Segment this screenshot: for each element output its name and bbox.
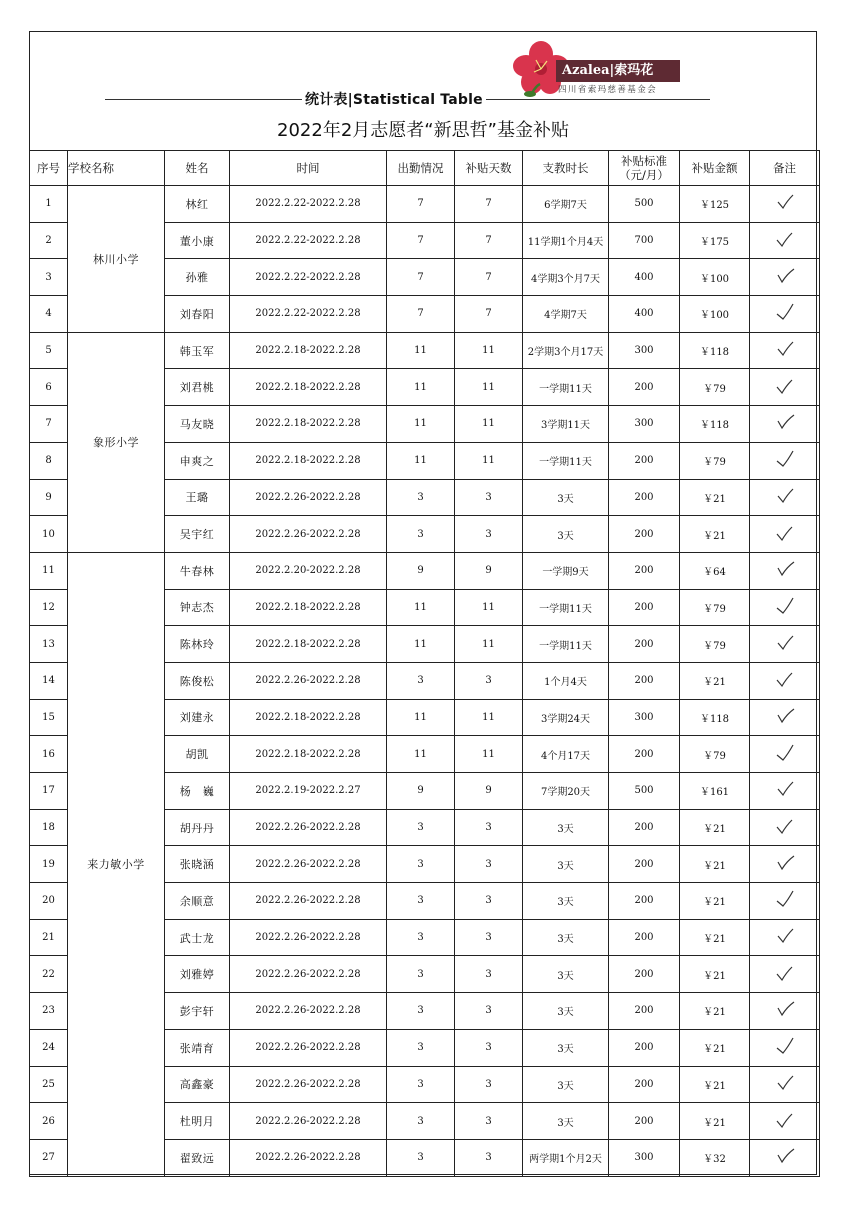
cell-time: 2022.2.26-2022.2.28 — [230, 883, 387, 920]
cell-days: 7 — [455, 222, 523, 259]
cell-name: 杜明月 — [165, 1103, 230, 1140]
cell-standard: 200 — [609, 552, 680, 589]
cell-amount: ￥100 — [680, 259, 750, 296]
cell-note — [750, 1139, 820, 1176]
cell-standard: 200 — [609, 662, 680, 699]
cell-days: 3 — [455, 883, 523, 920]
cell-name: 高鑫豪 — [165, 1066, 230, 1103]
cell-note — [750, 699, 820, 736]
cell-duration: 3天 — [523, 479, 609, 516]
cell-amount: ￥79 — [680, 626, 750, 663]
cell-attendance: 3 — [387, 1066, 455, 1103]
col-header-seq: 序号 — [30, 151, 68, 186]
cell-duration: 1个月4天 — [523, 662, 609, 699]
handwritten-check-icon — [775, 303, 795, 321]
cell-time: 2022.2.26-2022.2.28 — [230, 516, 387, 553]
cell-attendance: 3 — [387, 516, 455, 553]
cell-time: 2022.2.26-2022.2.28 — [230, 1029, 387, 1066]
cell-amount: ￥21 — [680, 993, 750, 1030]
col-header-attendance: 出勤情况 — [387, 151, 455, 186]
cell-attendance: 7 — [387, 296, 455, 333]
cell-attendance: 3 — [387, 809, 455, 846]
cell-attendance: 11 — [387, 369, 455, 406]
table-row — [30, 332, 820, 369]
brand-name: Azalea|索玛花 — [556, 60, 680, 82]
cell-time: 2022.2.26-2022.2.28 — [230, 919, 387, 956]
cell-note — [750, 736, 820, 773]
cell-time: 2022.2.18-2022.2.28 — [230, 736, 387, 773]
cell-seq: 24 — [30, 1029, 68, 1066]
cell-name: 刘雅婷 — [165, 956, 230, 993]
cell-seq: 1 — [30, 186, 68, 223]
cell-seq: 27 — [30, 1139, 68, 1176]
handwritten-check-icon — [775, 1111, 795, 1129]
col-header-duration: 支教时长 — [523, 151, 609, 186]
cell-standard: 300 — [609, 1139, 680, 1176]
cell-amount: ￥32 — [680, 1139, 750, 1176]
cell-note — [750, 626, 820, 663]
cell-name: 刘建永 — [165, 699, 230, 736]
handwritten-check-icon — [775, 1037, 795, 1055]
cell-standard: 200 — [609, 919, 680, 956]
cell-name: 林红 — [165, 186, 230, 223]
cell-time: 2022.2.18-2022.2.28 — [230, 699, 387, 736]
cell-seq: 11 — [30, 552, 68, 589]
document-header — [30, 32, 816, 150]
cell-time: 2022.2.22-2022.2.28 — [230, 222, 387, 259]
cell-attendance: 11 — [387, 589, 455, 626]
cell-seq: 15 — [30, 699, 68, 736]
cell-note — [750, 442, 820, 479]
handwritten-check-icon — [775, 1147, 795, 1165]
cell-seq: 22 — [30, 956, 68, 993]
cell-name: 刘君桃 — [165, 369, 230, 406]
handwritten-check-icon — [775, 597, 795, 615]
cell-days: 11 — [455, 736, 523, 773]
col-header-days: 补贴天数 — [455, 151, 523, 186]
cell-seq: 21 — [30, 919, 68, 956]
cell-time: 2022.2.19-2022.2.27 — [230, 773, 387, 810]
cell-days: 11 — [455, 699, 523, 736]
cell-duration: 3天 — [523, 956, 609, 993]
cell-days: 3 — [455, 1029, 523, 1066]
handwritten-check-icon — [775, 927, 795, 945]
handwritten-check-icon — [775, 267, 795, 285]
cell-duration: 3天 — [523, 809, 609, 846]
handwritten-check-icon — [775, 1074, 795, 1092]
cell-amount: ￥79 — [680, 589, 750, 626]
cell-name: 刘春阳 — [165, 296, 230, 333]
cell-days: 11 — [455, 406, 523, 443]
cell-standard: 500 — [609, 773, 680, 810]
cell-note — [750, 259, 820, 296]
cell-attendance: 3 — [387, 1103, 455, 1140]
cell-duration: 一学期11天 — [523, 589, 609, 626]
cell-seq: 12 — [30, 589, 68, 626]
cell-note — [750, 956, 820, 993]
cell-attendance: 3 — [387, 919, 455, 956]
cell-note — [750, 186, 820, 223]
cell-amount: ￥79 — [680, 369, 750, 406]
cell-standard: 200 — [609, 1029, 680, 1066]
cell-duration: 3天 — [523, 993, 609, 1030]
cell-name: 王璐 — [165, 479, 230, 516]
table-row — [30, 186, 820, 223]
handwritten-check-icon — [775, 890, 795, 908]
cell-name: 马友晓 — [165, 406, 230, 443]
cell-days: 11 — [455, 626, 523, 663]
cell-time: 2022.2.22-2022.2.28 — [230, 259, 387, 296]
cell-days: 3 — [455, 809, 523, 846]
handwritten-check-icon — [775, 230, 795, 248]
cell-seq: 5 — [30, 332, 68, 369]
cell-note — [750, 662, 820, 699]
cell-duration: 3天 — [523, 1029, 609, 1066]
cell-standard: 200 — [609, 993, 680, 1030]
cell-days: 11 — [455, 332, 523, 369]
cell-time: 2022.2.26-2022.2.28 — [230, 846, 387, 883]
cell-note — [750, 919, 820, 956]
cell-standard: 200 — [609, 626, 680, 663]
col-header-school: 学校名称 — [68, 151, 165, 186]
cell-amount: ￥21 — [680, 919, 750, 956]
cell-days: 3 — [455, 993, 523, 1030]
cell-standard: 200 — [609, 1103, 680, 1140]
cell-seq: 2 — [30, 222, 68, 259]
cell-amount: ￥21 — [680, 1066, 750, 1103]
cell-time: 2022.2.26-2022.2.28 — [230, 662, 387, 699]
cell-amount: ￥118 — [680, 406, 750, 443]
cell-duration: 11学期1个月4天 — [523, 222, 609, 259]
cell-time: 2022.2.26-2022.2.28 — [230, 1103, 387, 1140]
handwritten-check-icon — [775, 964, 795, 982]
cell-name: 胡凯 — [165, 736, 230, 773]
cell-standard: 200 — [609, 736, 680, 773]
handwritten-check-icon — [775, 340, 795, 358]
cell-standard: 300 — [609, 406, 680, 443]
cell-name: 钟志杰 — [165, 589, 230, 626]
document-sheet — [29, 31, 817, 1175]
cell-attendance: 3 — [387, 479, 455, 516]
cell-name: 吴宇红 — [165, 516, 230, 553]
handwritten-check-icon — [775, 487, 795, 505]
cell-name: 孙雅 — [165, 259, 230, 296]
cell-time: 2022.2.22-2022.2.28 — [230, 186, 387, 223]
cell-name: 翟致远 — [165, 1139, 230, 1176]
cell-time: 2022.2.22-2022.2.28 — [230, 296, 387, 333]
cell-time: 2022.2.26-2022.2.28 — [230, 1066, 387, 1103]
cell-seq: 4 — [30, 296, 68, 333]
cell-standard: 700 — [609, 222, 680, 259]
table-row — [30, 552, 820, 589]
cell-note — [750, 846, 820, 883]
cell-standard: 200 — [609, 442, 680, 479]
cell-amount: ￥21 — [680, 479, 750, 516]
cell-duration: 3学期11天 — [523, 406, 609, 443]
cell-attendance: 11 — [387, 406, 455, 443]
cell-name: 武士龙 — [165, 919, 230, 956]
cell-days: 3 — [455, 1066, 523, 1103]
cell-duration: 一学期9天 — [523, 552, 609, 589]
cell-attendance: 7 — [387, 222, 455, 259]
cell-school: 林川小学 — [68, 186, 165, 333]
cell-amount: ￥21 — [680, 1103, 750, 1140]
cell-time: 2022.2.26-2022.2.28 — [230, 809, 387, 846]
cell-attendance: 7 — [387, 259, 455, 296]
cell-note — [750, 332, 820, 369]
cell-seq: 13 — [30, 626, 68, 663]
cell-attendance: 11 — [387, 442, 455, 479]
col-header-amount: 补贴金额 — [680, 151, 750, 186]
handwritten-check-icon — [775, 780, 795, 798]
cell-standard: 500 — [609, 186, 680, 223]
handwritten-check-icon — [775, 854, 795, 872]
cell-seq: 26 — [30, 1103, 68, 1140]
cell-note — [750, 479, 820, 516]
cell-seq: 23 — [30, 993, 68, 1030]
cell-note — [750, 516, 820, 553]
cell-amount: ￥64 — [680, 552, 750, 589]
cell-time: 2022.2.26-2022.2.28 — [230, 479, 387, 516]
cell-name: 董小康 — [165, 222, 230, 259]
cell-days: 3 — [455, 1103, 523, 1140]
cell-name: 陈俊松 — [165, 662, 230, 699]
cell-standard: 200 — [609, 479, 680, 516]
handwritten-check-icon — [775, 707, 795, 725]
cell-days: 3 — [455, 479, 523, 516]
cell-standard: 200 — [609, 516, 680, 553]
cell-days: 3 — [455, 516, 523, 553]
cell-amount: ￥79 — [680, 736, 750, 773]
cell-amount: ￥21 — [680, 516, 750, 553]
azalea-logo — [510, 38, 710, 98]
cell-note — [750, 369, 820, 406]
cell-duration: 一学期11天 — [523, 442, 609, 479]
cell-attendance: 11 — [387, 736, 455, 773]
cell-attendance: 11 — [387, 699, 455, 736]
handwritten-check-icon — [775, 450, 795, 468]
cell-duration: 2学期3个月17天 — [523, 332, 609, 369]
cell-time: 2022.2.26-2022.2.28 — [230, 993, 387, 1030]
handwritten-check-icon — [775, 817, 795, 835]
cell-days: 11 — [455, 442, 523, 479]
cell-days: 7 — [455, 259, 523, 296]
cell-seq: 7 — [30, 406, 68, 443]
cell-amount: ￥21 — [680, 809, 750, 846]
cell-seq: 17 — [30, 773, 68, 810]
cell-duration: 7学期20天 — [523, 773, 609, 810]
cell-duration: 4学期7天 — [523, 296, 609, 333]
cell-note — [750, 589, 820, 626]
cell-note — [750, 1029, 820, 1066]
handwritten-check-icon — [775, 634, 795, 652]
cell-name: 张晓涵 — [165, 846, 230, 883]
cell-standard: 200 — [609, 846, 680, 883]
handwritten-check-icon — [775, 524, 795, 542]
cell-seq: 20 — [30, 883, 68, 920]
cell-note — [750, 809, 820, 846]
cell-days: 9 — [455, 552, 523, 589]
page-title: 2022年2月志愿者“新思哲”基金补贴 — [277, 120, 569, 141]
foundation-name: 四川省索玛慈善基金会 — [558, 85, 658, 95]
cell-name: 杨 巍 — [165, 773, 230, 810]
cell-days: 3 — [455, 662, 523, 699]
cell-duration: 3天 — [523, 919, 609, 956]
handwritten-check-icon — [775, 377, 795, 395]
cell-standard: 300 — [609, 699, 680, 736]
cell-amount: ￥118 — [680, 332, 750, 369]
cell-note — [750, 1066, 820, 1103]
cell-standard: 200 — [609, 589, 680, 626]
cell-seq: 9 — [30, 479, 68, 516]
cell-school: 象形小学 — [68, 332, 165, 552]
cell-school: 来力敏小学 — [68, 552, 165, 1176]
cell-time: 2022.2.26-2022.2.28 — [230, 956, 387, 993]
cell-seq: 16 — [30, 736, 68, 773]
cell-note — [750, 1103, 820, 1140]
cell-days: 7 — [455, 186, 523, 223]
cell-amount: ￥21 — [680, 662, 750, 699]
cell-duration: 3天 — [523, 516, 609, 553]
cell-duration: 4个月17天 — [523, 736, 609, 773]
cell-attendance: 3 — [387, 662, 455, 699]
cell-time: 2022.2.18-2022.2.28 — [230, 626, 387, 663]
cell-standard: 200 — [609, 883, 680, 920]
table-header-row — [30, 151, 820, 186]
handwritten-check-icon — [775, 744, 795, 762]
handwritten-check-icon — [775, 1000, 795, 1018]
cell-note — [750, 552, 820, 589]
cell-note — [750, 406, 820, 443]
cell-attendance: 3 — [387, 956, 455, 993]
cell-amount: ￥100 — [680, 296, 750, 333]
col-header-standard: 补贴标准 （元/月） — [609, 151, 680, 186]
cell-note — [750, 773, 820, 810]
cell-standard: 400 — [609, 296, 680, 333]
cell-seq: 14 — [30, 662, 68, 699]
cell-duration: 一学期11天 — [523, 626, 609, 663]
cell-attendance: 3 — [387, 846, 455, 883]
cell-days: 3 — [455, 846, 523, 883]
cell-amount: ￥175 — [680, 222, 750, 259]
cell-seq: 25 — [30, 1066, 68, 1103]
cell-time: 2022.2.18-2022.2.28 — [230, 332, 387, 369]
cell-time: 2022.2.18-2022.2.28 — [230, 369, 387, 406]
cell-duration: 4学期3个月7天 — [523, 259, 609, 296]
cell-standard: 300 — [609, 332, 680, 369]
table-body — [30, 186, 820, 1177]
cell-attendance: 7 — [387, 186, 455, 223]
cell-amount: ￥161 — [680, 773, 750, 810]
cell-seq: 6 — [30, 369, 68, 406]
col-header-note: 备注 — [750, 151, 820, 186]
cell-standard: 200 — [609, 956, 680, 993]
cell-name: 陈林玲 — [165, 626, 230, 663]
cell-days: 7 — [455, 296, 523, 333]
cell-attendance: 9 — [387, 552, 455, 589]
cell-time: 2022.2.18-2022.2.28 — [230, 442, 387, 479]
cell-standard: 400 — [609, 259, 680, 296]
cell-seq: 3 — [30, 259, 68, 296]
handwritten-check-icon — [775, 670, 795, 688]
cell-standard: 200 — [609, 1066, 680, 1103]
col-header-time: 时间 — [230, 151, 387, 186]
cell-note — [750, 296, 820, 333]
col-header-name: 姓名 — [165, 151, 230, 186]
cell-attendance: 9 — [387, 773, 455, 810]
cell-days: 11 — [455, 589, 523, 626]
cell-attendance: 3 — [387, 1029, 455, 1066]
cell-note — [750, 222, 820, 259]
cell-name: 申爽之 — [165, 442, 230, 479]
cell-name: 彭宇轩 — [165, 993, 230, 1030]
cell-attendance: 3 — [387, 883, 455, 920]
cell-seq: 18 — [30, 809, 68, 846]
cell-days: 9 — [455, 773, 523, 810]
cell-amount: ￥21 — [680, 883, 750, 920]
cell-attendance: 3 — [387, 1139, 455, 1176]
cell-seq: 19 — [30, 846, 68, 883]
cell-time: 2022.2.26-2022.2.28 — [230, 1139, 387, 1176]
cell-duration: 3天 — [523, 1103, 609, 1140]
cell-amount: ￥21 — [680, 846, 750, 883]
cell-note — [750, 993, 820, 1030]
cell-duration: 3天 — [523, 1066, 609, 1103]
cell-duration: 两学期1个月2天 — [523, 1139, 609, 1176]
cell-name: 张靖育 — [165, 1029, 230, 1066]
cell-days: 3 — [455, 919, 523, 956]
cell-amount: ￥79 — [680, 442, 750, 479]
cell-attendance: 11 — [387, 332, 455, 369]
cell-amount: ￥21 — [680, 956, 750, 993]
handwritten-check-icon — [775, 193, 795, 211]
cell-time: 2022.2.20-2022.2.28 — [230, 552, 387, 589]
handwritten-check-icon — [775, 413, 795, 431]
cell-amount: ￥21 — [680, 1029, 750, 1066]
cell-time: 2022.2.18-2022.2.28 — [230, 406, 387, 443]
cell-duration: 6学期7天 — [523, 186, 609, 223]
cell-name: 韩玉军 — [165, 332, 230, 369]
cell-days: 3 — [455, 956, 523, 993]
cell-name: 胡丹丹 — [165, 809, 230, 846]
cell-time: 2022.2.18-2022.2.28 — [230, 589, 387, 626]
cell-standard: 200 — [609, 369, 680, 406]
handwritten-check-icon — [775, 560, 795, 578]
statistical-table-label: 统计表|Statistical Table — [302, 89, 486, 109]
cell-seq: 10 — [30, 516, 68, 553]
cell-amount: ￥125 — [680, 186, 750, 223]
subsidy-table — [29, 150, 820, 1177]
cell-duration: 3天 — [523, 883, 609, 920]
cell-days: 11 — [455, 369, 523, 406]
cell-attendance: 3 — [387, 993, 455, 1030]
cell-name: 余顺意 — [165, 883, 230, 920]
cell-duration: 3学期24天 — [523, 699, 609, 736]
cell-note — [750, 883, 820, 920]
cell-days: 3 — [455, 1139, 523, 1176]
cell-duration: 3天 — [523, 846, 609, 883]
cell-name: 牛春林 — [165, 552, 230, 589]
cell-seq: 8 — [30, 442, 68, 479]
cell-attendance: 11 — [387, 626, 455, 663]
cell-duration: 一学期11天 — [523, 369, 609, 406]
cell-standard: 200 — [609, 809, 680, 846]
cell-amount: ￥118 — [680, 699, 750, 736]
